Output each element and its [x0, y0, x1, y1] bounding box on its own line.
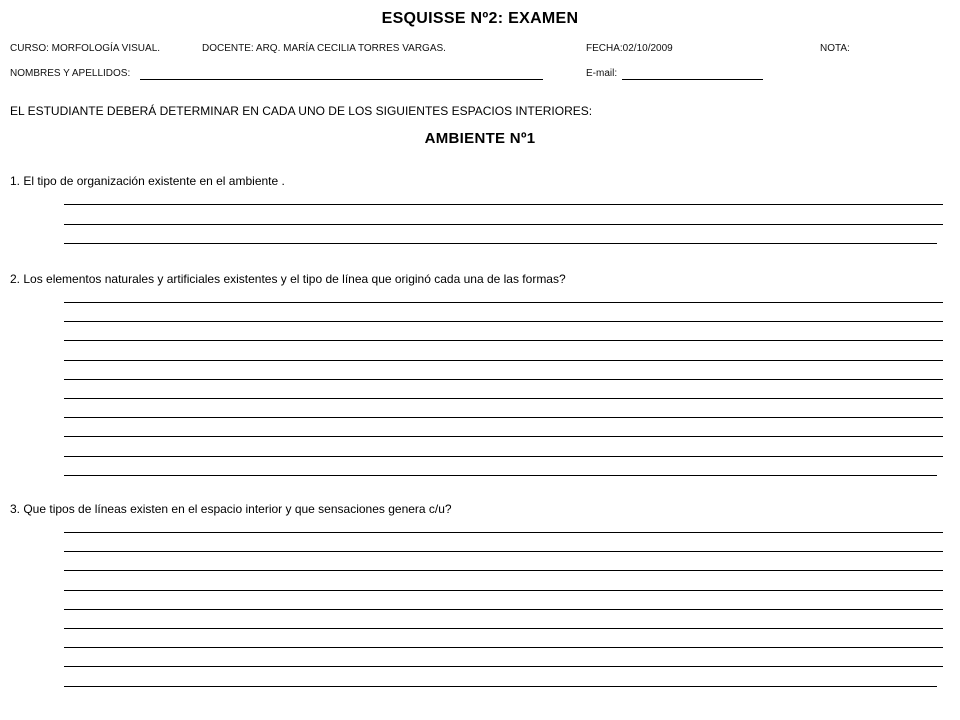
answer-line[interactable] — [64, 379, 943, 380]
answer-line[interactable] — [64, 532, 943, 533]
question-1: 1. El tipo de organización existente en el ambiente . — [10, 174, 285, 188]
course-label: CURSO: MORFOLOGÍA VISUAL. — [10, 43, 161, 54]
answer-line[interactable] — [64, 436, 943, 437]
answer-line[interactable] — [64, 224, 943, 225]
names-label: NOMBRES Y APELLIDOS: — [10, 68, 131, 79]
answer-line[interactable] — [64, 398, 943, 399]
answer-line[interactable] — [64, 551, 943, 552]
answer-line[interactable] — [64, 609, 943, 610]
answer-line[interactable] — [64, 666, 943, 667]
answer-line[interactable] — [64, 686, 937, 687]
grade-label: NOTA: — [820, 43, 850, 54]
answer-line[interactable] — [64, 340, 943, 341]
question-3: 3. Que tipos de líneas existen en el espacio interior y que sensaciones genera c/u? — [10, 502, 452, 516]
answer-line[interactable] — [64, 417, 943, 418]
exam-title: ESQUISSE Nº2: EXAMEN — [381, 10, 579, 27]
answer-line[interactable] — [64, 321, 943, 322]
email-label: E-mail: — [586, 68, 618, 79]
instructions-text: EL ESTUDIANTE DEBERÁ DETERMINAR EN CADA UNO DE LOS SIGUIENTES ESPACIOS INTERIORES: — [10, 104, 593, 118]
answer-line[interactable] — [64, 456, 943, 457]
answer-line[interactable] — [64, 243, 937, 244]
answer-line[interactable] — [64, 302, 943, 303]
answer-line[interactable] — [64, 570, 943, 571]
answer-line[interactable] — [64, 204, 943, 205]
email-field-line[interactable] — [622, 79, 763, 80]
date-label: FECHA:02/10/2009 — [586, 43, 673, 54]
teacher-label: DOCENTE: ARQ. MARÍA CECILIA TORRES VARGAS. — [202, 43, 446, 54]
answer-line[interactable] — [64, 475, 937, 476]
names-field-line[interactable] — [140, 79, 543, 80]
answer-line[interactable] — [64, 360, 943, 361]
answer-line[interactable] — [64, 647, 943, 648]
question-2: 2. Los elementos naturales y artificiales existentes y el tipo de línea que originó cada una de las formas? — [10, 272, 566, 286]
answer-line[interactable] — [64, 590, 943, 591]
answer-line[interactable] — [64, 628, 943, 629]
section-title: AMBIENTE Nº1 — [424, 130, 536, 147]
